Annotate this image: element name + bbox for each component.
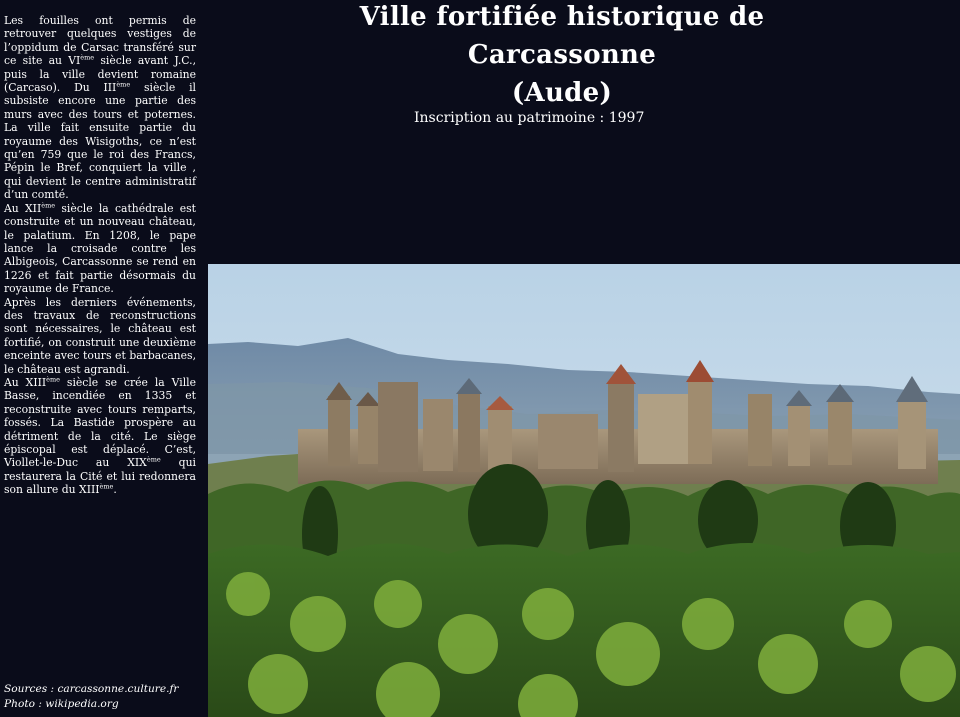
sources-line: Sources : carcassonne.culture.fr <box>4 683 179 695</box>
sources-block <box>4 682 204 712</box>
carcassonne-landscape-image <box>208 264 960 717</box>
photo-credit-line: Photo : wikipedia.org <box>4 698 119 710</box>
carcassonne-photo <box>208 264 960 717</box>
history-paragraph-3: Après les derniers événements, des travaux de reconstructions sont nécessaires, le château est fortifié, on construit une deuxième enceinte avec tours et barbacanes, le château est agrandi. <box>4 295 196 376</box>
history-paragraph-1: Les fouilles ont permis de retrouver quelques vestiges de l’oppidum de Carsac transféré sur ce site au VIème siècle avant J.C., puis la ville devient romaine (Carcaso). Du IIIème siècle il subsiste encore une partie des murs avec des tours et poternes. La ville fait ensuite partie du royaume des Wisigoths, ce n’est qu’en 759 que le roi des Francs, Pépin le Bref, conquiert la ville , qui devient le centre administratif d’un comté. <box>4 14 197 202</box>
history-text-column <box>4 14 196 714</box>
title-line-2: Carcassonne <box>467 40 657 70</box>
title-line-3: (Aude) <box>511 78 613 108</box>
inscription-date: Inscription au patrimoine : 1997 <box>414 110 645 126</box>
page-title <box>300 0 824 112</box>
history-paragraph-2: Au XIIème siècle la cathédrale est construite et un nouveau château, le palatium. En 1208, le pape lance la croisade contre les Albigeois, Carcassonne se rend en 1226 et fait partie désormais du royaume de France. <box>4 201 196 296</box>
title-line-1: Ville fortifiée historique de <box>359 2 765 32</box>
history-paragraph-4: Au XIIIème siècle se crée la Ville Basse, incendiée en 1335 et reconstruite avec tours remparts, fossés. La Bastide prospère au détriment de la cité. Le siège épiscopal est déplacé. C’est, Viollet-le-Duc au XIXème qui restaurera la Cité et lui redonnera son allure du XIIIème. <box>4 375 196 497</box>
